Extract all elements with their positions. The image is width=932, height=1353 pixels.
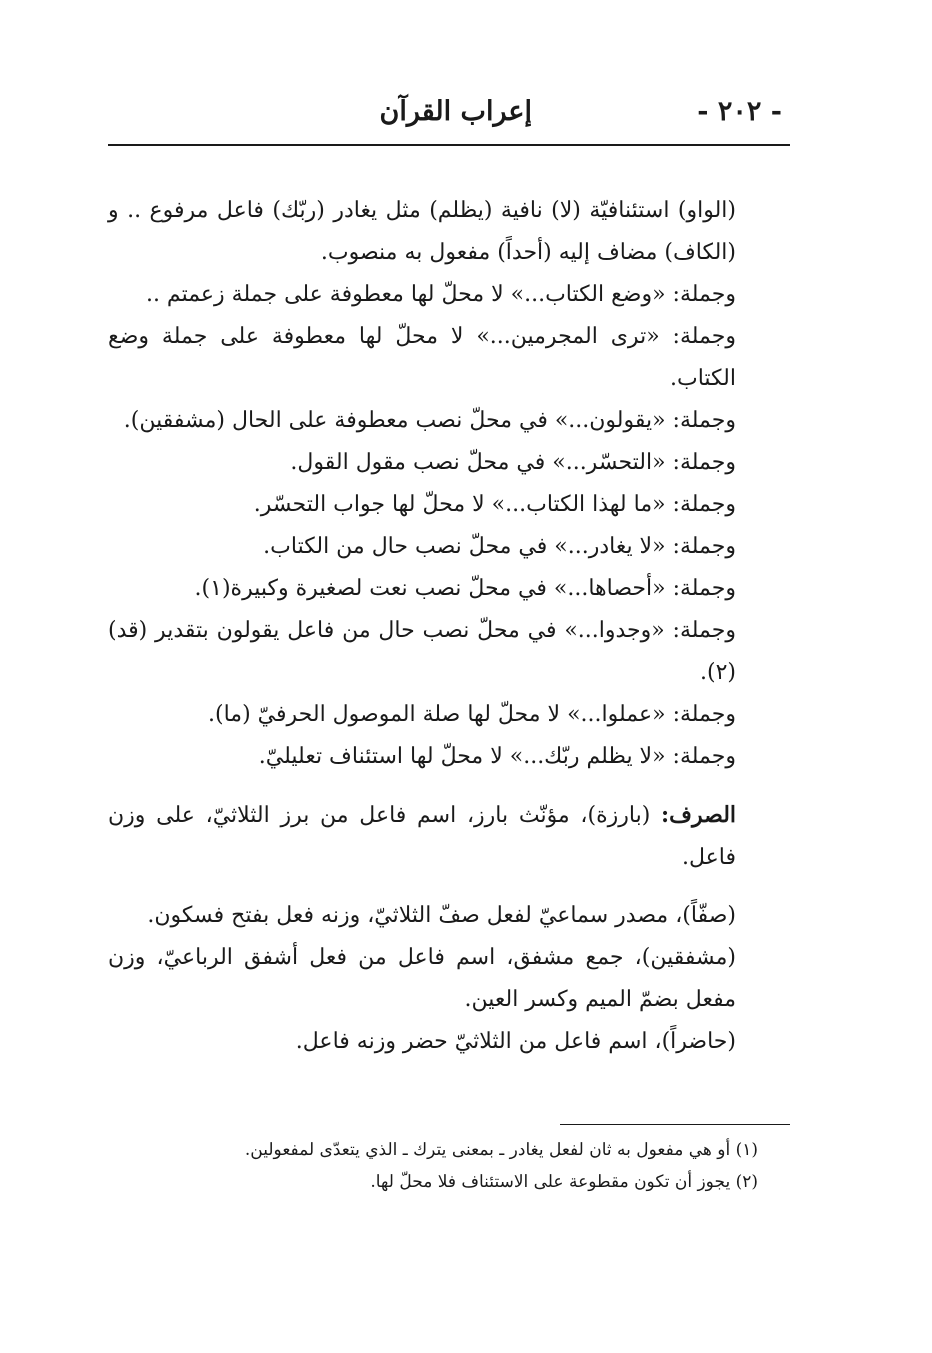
sentence-analysis: وجملة: «يقولون...» في محلّ نصب معطوفة على الحال (مشفقين).: [123, 408, 736, 433]
header-rule: [108, 144, 790, 146]
sentence-analysis: وجملة: «وضع الكتاب...» لا محلّ لها معطوفة على جملة زعمتم ..: [145, 282, 736, 307]
word-morphology: (صفّاً)، مصدر سماعيّ لفعل صفّ الثلاثيّ، وزنه فعل بفتح فسكون.: [147, 903, 736, 928]
footnotes: [108, 1134, 788, 1198]
footnote: (٢) يجوز أن تكون مقطوعة على الاستئناف فلا محلّ لها.: [370, 1172, 758, 1192]
body-paragraph: (الواو) استئنافيّة (لا) نافية (يظلم) مثل يغادر (ربّك) فاعل مرفوع .. و (الكاف) مضاف إليه (أحداً) مفعول به منصوب.: [108, 198, 736, 265]
word-morphology: (مشفقين)، جمع مشفق، اسم فاعل من فعل أشفق الرباعيّ، وزن مفعل بضمّ الميم وكسر العين.: [108, 945, 737, 1012]
sentence-analysis: وجملة: «ما لهذا الكتاب...» لا محلّ لها جواب التحسّر.: [253, 492, 736, 517]
sarf-paragraph: [108, 794, 788, 879]
word-morphology: (حاضراً)، اسم فاعل من الثلاثيّ حضر وزنه فاعل.: [295, 1029, 736, 1054]
sentence-analysis: وجملة: «التحسّر...» في محلّ نصب مقول القول.: [290, 450, 736, 475]
page-number: - ٢٠٢ -: [697, 96, 782, 127]
sarf-text: (بارزة)، مؤنّث بارز، اسم فاعل من برز الثلاثيّ، على وزن فاعل.: [108, 803, 736, 870]
sentence-analysis: وجملة: «أحصاها...» في محلّ نصب نعت لصغيرة وكبيرة(١).: [194, 576, 736, 601]
running-title: إعراب القرآن: [379, 96, 532, 127]
page-body: [108, 190, 788, 1063]
footnotes-rule: [560, 1124, 790, 1125]
sentence-analysis: وجملة: «ترى المجرمين...» لا محلّ لها معطوفة على جملة وضع الكتاب.: [108, 324, 736, 391]
sarf-label: الصرف:: [661, 802, 737, 828]
sentence-analysis: وجملة: «لا يظلم ربّك...» لا محلّ لها استئناف تعليليّ.: [258, 744, 736, 769]
page-header: [108, 96, 782, 146]
sentence-analysis: وجملة: «لا يغادر...» في محلّ نصب حال من الكتاب.: [263, 534, 736, 559]
sentence-analysis: وجملة: «عملوا...» لا محلّ لها صلة الموصول الحرفيّ (ما).: [208, 702, 736, 727]
footnote: (١) أو هي مفعول به ثان لفعل يغادر ـ بمعنى يترك ـ الذي يتعدّى لمفعولين.: [244, 1140, 758, 1160]
sentence-analysis: وجملة: «وجدوا...» في محلّ نصب حال من فاعل يقولون بتقدير (قد)(٢).: [108, 618, 736, 685]
